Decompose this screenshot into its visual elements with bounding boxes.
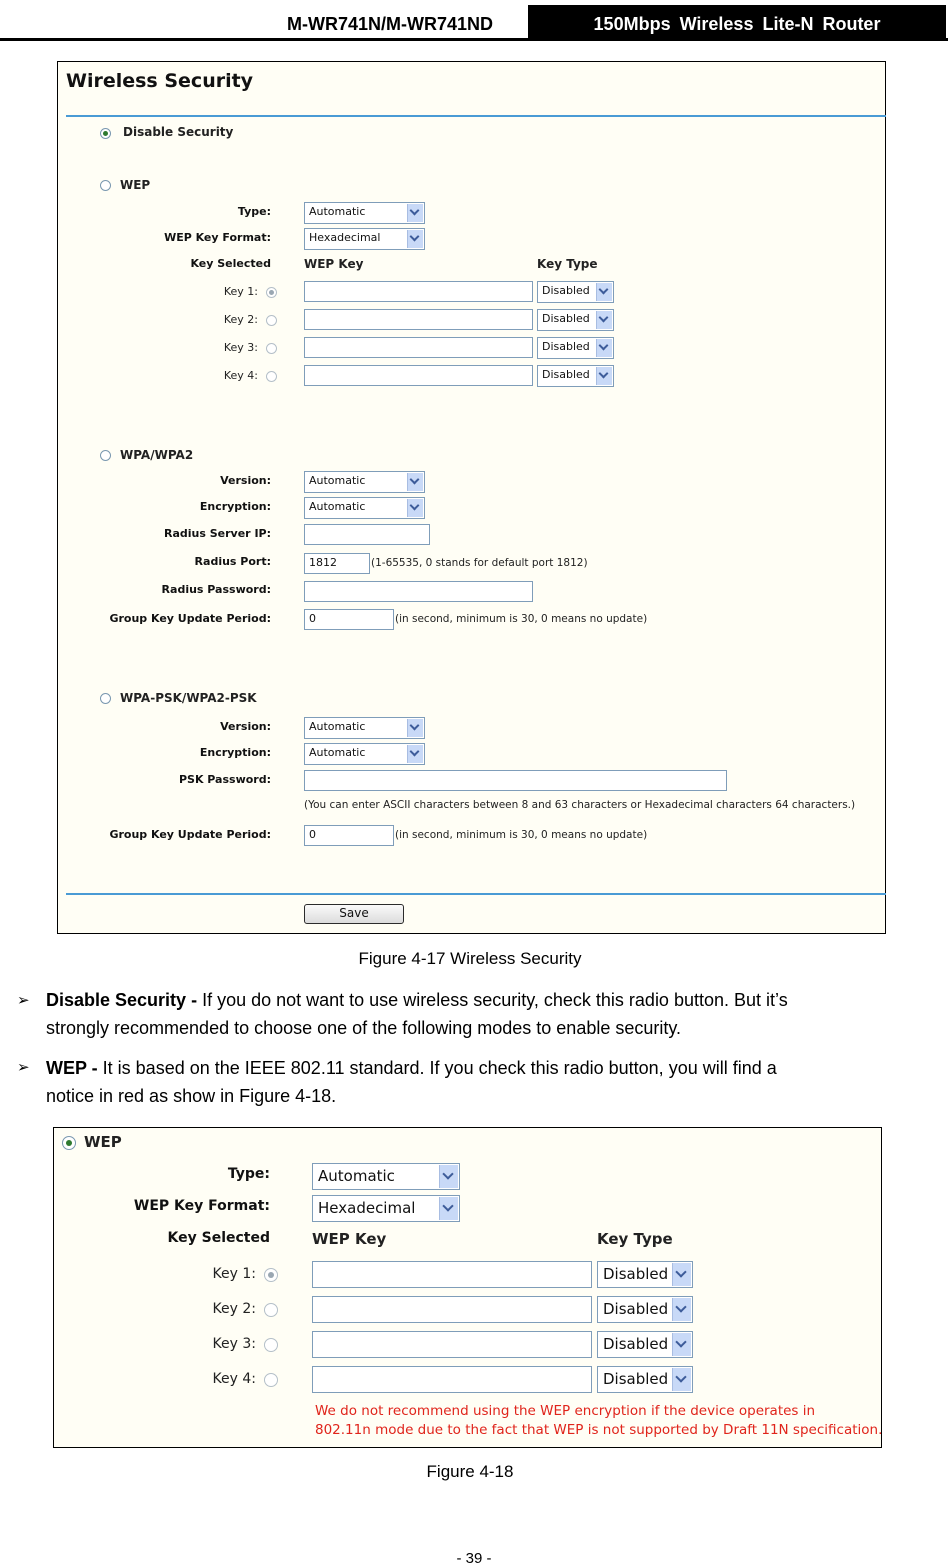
key2-input[interactable] [312,1296,592,1323]
disable-security-label: Disable Security [123,125,234,139]
chevron-down-icon [407,230,423,248]
radius-password-input[interactable] [304,581,533,602]
key2-radio[interactable] [264,1303,278,1317]
bullet-text-cont: notice in red as show in Figure 4-18. [46,1086,337,1106]
wep-format-label: WEP Key Format: [164,231,271,244]
chevron-down-icon [672,1368,691,1391]
chevron-down-icon [596,283,612,301]
wep-key-header: WEP Key [304,257,364,271]
wep-type-select[interactable] [312,1163,460,1190]
key2-type-select[interactable] [537,309,614,331]
wep-format-value: Hexadecimal [309,231,381,244]
footer-divider [66,893,886,895]
figure-wep-notice [53,1127,882,1448]
key2-input[interactable] [304,309,533,330]
radius-port-note: (1-65535, 0 stands for default port 1812) [371,557,588,569]
wpa-encryption-value: Automatic [309,500,366,513]
key2-label: Key 2: [212,1301,256,1317]
header-rule [0,38,948,41]
save-button[interactable]: Save [304,904,404,924]
key4-input[interactable] [312,1366,592,1393]
radius-ip-input[interactable] [304,524,430,545]
wep-format-select[interactable] [312,1195,460,1222]
wpa-group-key-input[interactable]: 0 [304,609,394,630]
chevron-down-icon [439,1197,458,1220]
wpa-version-select[interactable] [304,471,425,493]
key2-label: Key 2: [223,313,258,326]
chevron-down-icon [407,473,423,491]
radius-ip-label: Radius Server IP: [164,527,271,540]
bullet-arrow-icon: ➢ [17,992,30,1009]
key4-type-value: Disabled [542,368,590,381]
chevron-down-icon [596,311,612,329]
title-divider [66,115,886,117]
page-title: Wireless Security [66,70,254,92]
bullet-arrow-icon: ➢ [17,1059,30,1076]
key4-label: Key 4: [223,369,258,382]
radius-port-input[interactable]: 1812 [304,553,370,574]
wep-warning-line-1: We do not recommend using the WEP encryption if the device operates in [315,1403,816,1419]
key1-input[interactable] [312,1261,592,1288]
psk-label: WPA-PSK/WPA2-PSK [120,691,257,705]
psk-radio[interactable] [100,693,111,704]
key4-radio[interactable] [266,371,277,382]
key3-radio[interactable] [266,343,277,354]
psk-password-input[interactable] [304,770,727,791]
wep-format-value: Hexadecimal [318,1199,416,1217]
psk-group-key-note: (in second, minimum is 30, 0 means no update) [395,829,648,841]
chevron-down-icon [407,745,423,763]
wpa-version-label: Version: [220,474,271,487]
key1-input[interactable] [304,281,533,302]
key1-label: Key 1: [223,285,258,298]
key3-input[interactable] [304,337,533,358]
bullet-disable-security [46,986,946,1042]
psk-group-key-label: Group Key Update Period: [109,828,271,841]
key2-type-value: Disabled [603,1300,669,1318]
key4-radio[interactable] [264,1373,278,1387]
header-product: 150Mbps Wireless Lite-N Router [528,5,946,39]
chevron-down-icon [407,499,423,517]
bullet-text: If you do not want to use wireless security, check this radio button. But it’s [197,990,788,1010]
bullet-term: Disable Security - [46,990,198,1010]
wep-label: WEP [120,178,151,192]
wpa-encryption-label: Encryption: [199,500,271,513]
key-selected-header: Key Selected [167,1230,270,1246]
key3-type-value: Disabled [603,1335,669,1353]
key3-input[interactable] [312,1331,592,1358]
key2-type-value: Disabled [542,312,590,325]
chevron-down-icon [596,367,612,385]
psk-group-key-input[interactable]: 0 [304,825,394,846]
psk-password-note: (You can enter ASCII characters between 8 and 63 characters or Hexadecimal characters 64 characters.) [304,799,856,811]
radius-port-label: Radius Port: [194,555,271,568]
key3-label: Key 3: [223,341,258,354]
key3-type-value: Disabled [542,340,590,353]
wep-type-select[interactable] [304,202,425,224]
chevron-down-icon [407,204,423,222]
radius-password-label: Radius Password: [161,583,271,596]
wpa-label: WPA/WPA2 [120,448,194,462]
psk-version-select[interactable] [304,717,425,739]
key4-type-select[interactable] [537,365,614,387]
chevron-down-icon [672,1263,691,1286]
psk-encryption-select[interactable] [304,743,425,765]
key3-type-select[interactable] [537,337,614,359]
chevron-down-icon [596,339,612,357]
psk-version-value: Automatic [309,720,366,733]
key1-type-value: Disabled [542,284,590,297]
key3-type-select[interactable] [597,1331,693,1358]
key4-label: Key 4: [212,1371,256,1387]
wep-key-header: WEP Key [312,1230,387,1248]
key4-input[interactable] [304,365,533,386]
psk-password-label: PSK Password: [178,773,271,786]
key3-radio[interactable] [264,1338,278,1352]
disable-security-radio[interactable] [100,128,111,139]
wpa-radio[interactable] [100,450,111,461]
key1-radio[interactable] [264,1268,278,1282]
key1-type-select[interactable] [597,1261,693,1288]
bullet-term: WEP - [46,1058,98,1078]
figure-caption-4-18: Figure 4-18 [426,1462,514,1481]
wep-warning-line-2: 802.11n mode due to the fact that WEP is not supported by Draft 11N specification. [315,1422,883,1438]
key1-type-value: Disabled [603,1265,669,1283]
key1-radio[interactable] [266,287,277,298]
chevron-down-icon [672,1298,691,1321]
key-type-header: Key Type [597,1230,673,1248]
key2-radio[interactable] [266,315,277,326]
chevron-down-icon [407,719,423,737]
key4-type-value: Disabled [603,1370,669,1388]
key-selected-header: Key Selected [190,257,271,270]
key3-label: Key 3: [212,1336,256,1352]
bullet-text: It is based on the IEEE 802.11 standard. If you check this radio button, you will find a [97,1058,777,1078]
figure-caption-4-17: Figure 4-17 Wireless Security [358,949,582,968]
header-model: M-WR741N/M-WR741ND [286,14,493,34]
key1-type-select[interactable] [537,281,614,303]
wpa-version-value: Automatic [309,474,366,487]
wep-label: WEP [84,1133,122,1151]
key4-type-select[interactable] [597,1366,693,1393]
wep-type-label: Type: [227,1166,270,1182]
bullet-text-cont: strongly recommended to choose one of the following modes to enable security. [46,1018,682,1038]
key2-type-select[interactable] [597,1296,693,1323]
wpa-group-key-note: (in second, minimum is 30, 0 means no update) [395,613,648,625]
wpa-group-key-label: Group Key Update Period: [109,612,271,625]
bullet-wep [46,1054,946,1110]
psk-encryption-label: Encryption: [199,746,271,759]
chevron-down-icon [439,1165,458,1188]
wep-radio[interactable] [62,1136,76,1150]
wep-type-value: Automatic [309,205,366,218]
wep-format-select[interactable] [304,228,425,250]
wep-radio[interactable] [100,180,111,191]
psk-encryption-value: Automatic [309,746,366,759]
figure-wireless-security [57,61,886,934]
psk-version-label: Version: [220,720,271,733]
page-number: - 39 - [456,1550,492,1567]
wep-format-label: WEP Key Format: [133,1198,270,1214]
wep-type-value: Automatic [318,1167,395,1185]
key1-label: Key 1: [212,1266,256,1282]
wpa-encryption-select[interactable] [304,497,425,519]
key-type-header: Key Type [537,257,598,271]
chevron-down-icon [672,1333,691,1356]
wep-type-label: Type: [237,205,271,218]
